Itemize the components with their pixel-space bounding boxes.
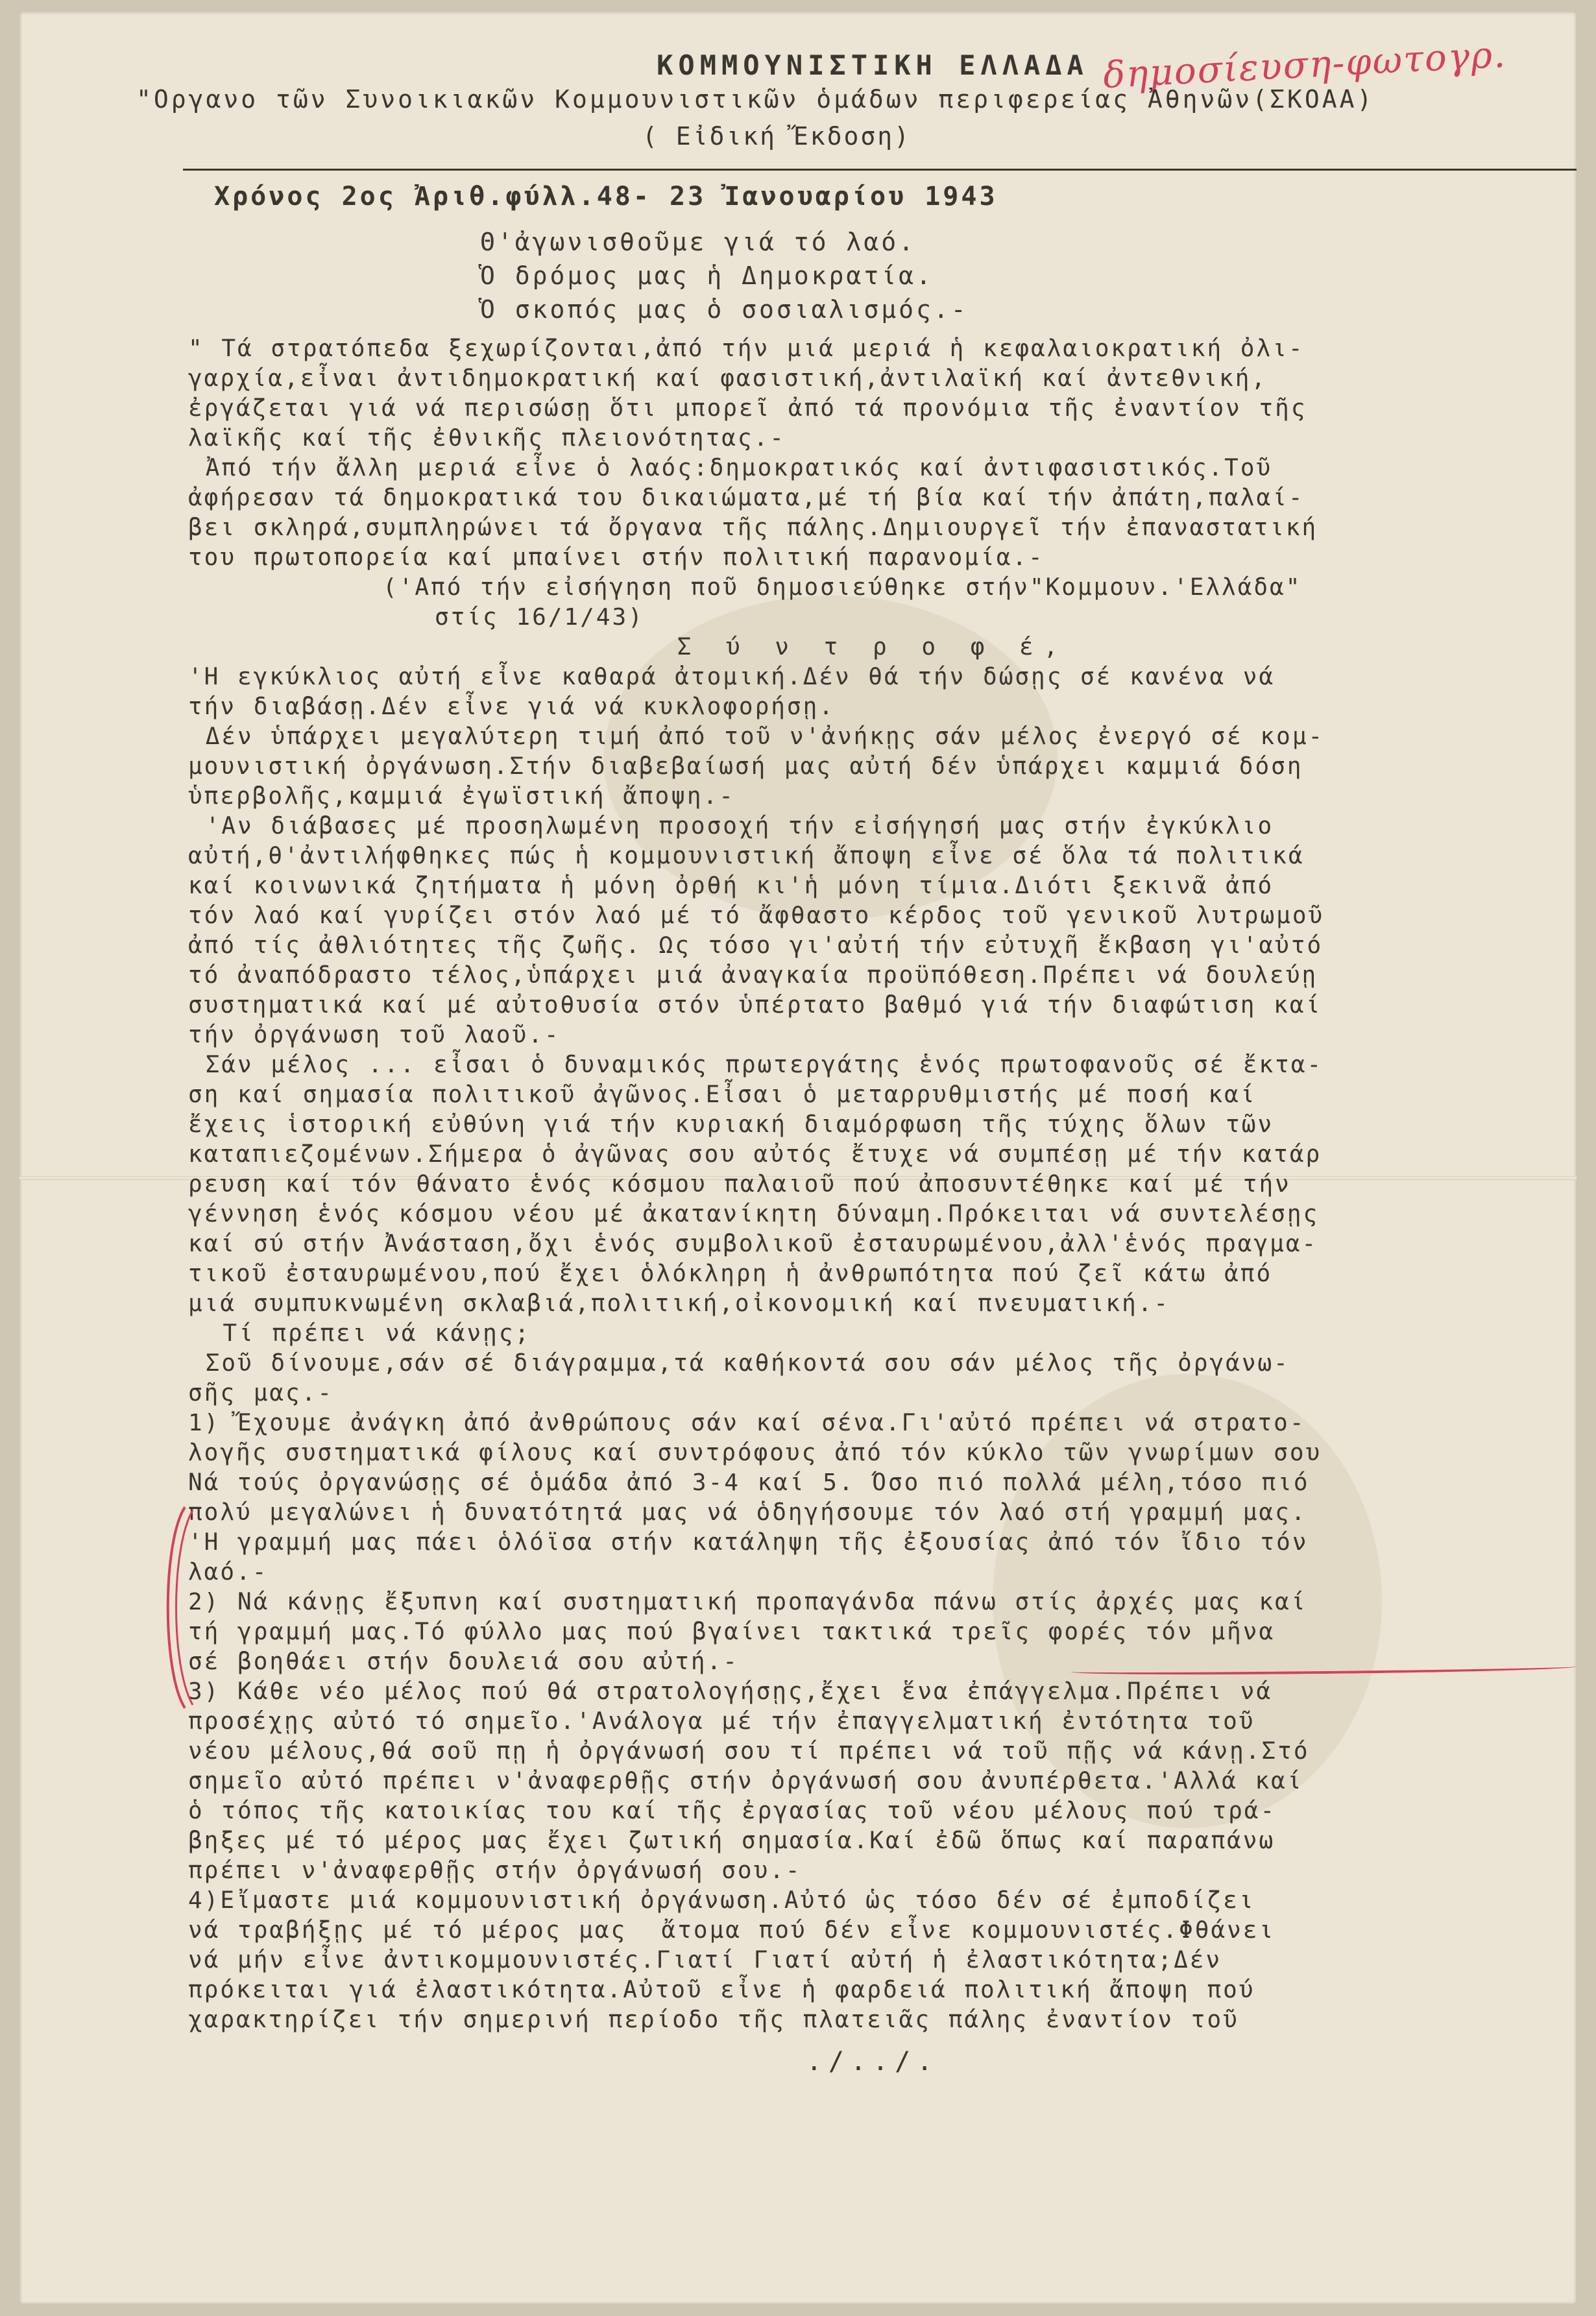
- salutation: Σ ύ ν τ ρ ο φ έ,: [677, 634, 1069, 660]
- document-text: [136, 31, 1557, 2077]
- body-paragraph: Σοῦ δίνουμε,σάν σέ διάγραμμα,τά καθήκοντά σου σάν μέλος τῆς ὀργάνω- σῆς μας.-: [188, 1350, 1290, 1406]
- handwritten-annotation: δημοσίευση-φωτογρ.: [1102, 33, 1508, 97]
- list-item: 3) Κάθε νέο μέλος πού θά στρατολογήσῃς,ἔχει ἕνα ἐπάγγελμα.Πρέπει νά προσέχῃς αὐτό τό σημεῖο.'Ανάλογα μέ τήν ἐπαγγελματική ἐντότητα τοῦ νέου μέλους,θά σοῦ πῃ ἡ ὀργάνωσή σου τί πρέπει νά τοῦ πῇς νά κάνῃ.Στό σημεῖο αὐτό πρέπει ν'ἀναφερθῇς στήν ὀργάνωσή σου ἀνυπέρθετα.'Αλλά καί ὁ τόπος τῆς κατοικίας του καί τῆς ἐργασίας τοῦ νέου μέλους πού τρά- βηξες μέ τό μέρος μας ἔχει ζωτική σημασία.Καί ἐδῶ ὅπως καί παραπάνω πρέπει ν'ἀναφερθῇς στήν ὀργάνωσή σου.-: [188, 1678, 1310, 1884]
- header-rule: [183, 169, 1577, 171]
- slogan: Ὁ δρόμος μας ἡ Δημοκρατία.: [480, 261, 934, 290]
- slogan: Ὁ σκοπός μας ὁ σοσιαλισμός.-: [480, 295, 969, 324]
- special-edition: ( Εἰδική Ἔκδοση): [642, 122, 912, 151]
- intro-paragraph: " Τά στρατόπεδα ξεχωρίζονται,ἀπό τήν μιά μεριά ἡ κεφαλαιοκρατική ὀλι- γαρχία,εἶναι ἀντιδημοκρατική καί φασιστική,ἀντιλαϊκή καί ἀντεθνική, ἐργάζεται γιά νά περισώσῃ ὅτι μπορεῖ ἀπό τά προνόμια τῆς ἐναντίον τῆς λαϊκῆς καί τῆς ἐθνικῆς πλειονότητας.-: [188, 335, 1307, 452]
- page-footer: ./../.: [806, 2047, 939, 2077]
- slogans: [480, 225, 1557, 326]
- list-item: 1) Ἔχουμε ἀνάγκη ἀπό ἀνθρώπους σάν καί σένα.Γι'αὐτό πρέπει νά στρατο- λογῆς συστηματικά φίλους καί συντρόφους ἀπό τόν κύκλο τῶν γνωρίμων σου Νά τούς ὀργανώσῃς σέ ὁμάδα ἀπό 3-4 καί 5. Όσο πιό πολλά μέλη,τόσο πιό πολύ μεγαλώνει ἡ δυνατότητά μας νά ὁδηγήσουμε τόν λαό στή γραμμή μας. 'Η γραμμή μας πάει ὁλόϊσα στήν κατάληψη τῆς ἐξουσίας ἀπό τόν ἴδιο τόν λαό.-: [188, 1410, 1322, 1586]
- list-item: 4)Εἴμαστε μιά κομμουνιστική ὀργάνωση.Αὐτό ὡς τόσο δέν σέ ἐμποδίζει νά τραβήξῃς μέ τό μέρος μας ἄτομα πού δέν εἶνε κομμουνιστές.Φθάνει νά μήν εἶνε ἀντικομμουνιστές.Γιατί Γιατί αὐτή ἡ ἐλαστικότητα;Δέν πρόκειται γιά ἐλαστικότητα.Αὐτοῦ εἶνε ἡ φαρδειά πολιτική ἄποψη πού χαρακτηρίζει τήν σημερινή περίοδο τῆς πλατειᾶς πάλης ἐναντίον τοῦ: [188, 1887, 1276, 2033]
- masthead: ΚΟΜΜΟΥΝΙΣΤΙΚΗ ΕΛΛΑΔΑ: [657, 49, 1089, 81]
- issue-line: Χρόνος 2ος Ἀριθ.φύλλ.48- 23 Ἰανουαρίου 1943: [214, 182, 998, 211]
- body-paragraph: Σάν μέλος ... εἶσαι ὁ δυναμικός πρωτεργάτης ἑνός πρωτοφανοῦς σέ ἔκτα- ση καί σημασία πολιτικοῦ ἀγῶνος.Εἶσαι ὁ μεταρρυθμιστής μέ ποσή καί ἔχεις ἱστορική εὐθύνη γιά τήν κυριακή διαμόρφωση τῆς τύχης ὅλων τῶν καταπιεζομένων.Σήμερα ὁ ἀγῶνας σου αὐτός ἔτυχε νά συμπέσῃ μέ τήν κατάρ ρευση καί τόν θάνατο ἑνός κόσμου παλαιοῦ πού ἀποσυντέθηκε καί μέ τήν γέννηση ἑνός κόσμου νέου μέ ἀκατανίκητη δύναμη.Πρόκειται νά συντελέσῃς καί σύ στήν Ἀνάσταση,ὄχι ἑνός συμβολικοῦ ἐσταυρωμένου,ἀλλ'ἑνός πραγμα- τικοῦ ἐσταυρωμένου,πού ἔχει ὁλόκληρη ἡ ἀνθρωπότητα πού ζεῖ κάτω ἀπό μιά συμπυκνωμένη σκλαβιά,πολιτική,οἰκονομική καί πνευματική.-: [188, 1052, 1324, 1317]
- body-paragraph: Τί πρέπει νά κάνῃς;: [188, 1320, 531, 1347]
- list-item: 2) Νά κάνῃς ἔξυπνη καί συστηματική προπαγάνδα πάνω στίς ἀρχές μας καί τή γραμμή μας.Τό φύλλο μας πού βγαίνει τακτικά τρεῖς φορές τόν μῆνα σέ βοηθάει στήν δουλειά σου αὐτή.-: [188, 1589, 1307, 1675]
- body-paragraph: Δέν ὑπάρχει μεγαλύτερη τιμή ἀπό τοῦ ν'ἀνήκῃς σάν μέλος ἐνεργό σέ κομ- μουνιστική ὀργάνωση.Στήν διαβεβαίωσή μας αὐτή δέν ὑπάρχει καμμιά δόση ὑπερβολῆς,καμμιά ἐγωϊστική ἄποψη.-: [188, 723, 1325, 810]
- document-page: [19, 12, 1577, 2304]
- slogan: Θ'ἀγωνισθοῦμε γιά τό λαό.: [480, 228, 916, 256]
- margin-bracket-mark: [159, 1504, 198, 1711]
- body-paragraph: 'Αν διάβασες μέ προσηλωμένη προσοχή τήν εἰσήγησή μας στήν ἐγκύκλιο αὐτή,θ'ἀντιλήφθηκες πώς ἡ κομμουνιστική ἄποψη εἶνε σέ ὅλα τά πολιτικά καί κοινωνικά ζητήματα ἡ μόνη ὀρθή κι'ἡ μόνη τίμια.Διότι ξεκινᾶ ἀπό τόν λαό καί γυρίζει στόν λαό μέ τό ἄφθαστο κέρδος τοῦ γενικοῦ λυτρωμοῦ ἀπό τίς ἀθλιότητες τῆς ζωῆς. Ως τόσο γι'αὐτή τήν εὐτυχῆ ἔκβαση γι'αὐτό τό ἀναπόδραστο τέλος,ὑπάρχει μιά ἀναγκαία προϋπόθεση.Πρέπει νά δουλεύῃ συστηματικά καί μέ αὐτοθυσία στόν ὑπέρτατο βαθμό γιά τήν διαφώτιση καί τήν ὀργάνωση τοῦ λαοῦ.-: [188, 813, 1325, 1048]
- intro-paragraph: Ἀπό τήν ἄλλη μεριά εἶνε ὁ λαός:δημοκρατικός καί ἀντιφασιστικός.Τοῦ ἀφήρεσαν τά δημοκρατικά του δικαιώματα,μέ τή βία καί τήν ἀπάτη,παλαί- βει σκληρά,συμπληρώνει τά ὄργανα τῆς πάλης.Δημιουργεῖ τήν ἐπαναστατική του πρωτοπορεία καί μπαίνει στήν πολιτική παρανομία.-: [188, 455, 1318, 571]
- body-paragraph: 'Η εγκύκλιος αὐτή εἶνε καθαρά ἀτομική.Δέν θά τήν δώσῃς σέ κανένα νά τήν διαβάσῃ.Δέν εἶνε γιά νά κυκλοφορήσῃ.: [188, 664, 1276, 720]
- organ-line: "Οργανο τῶν Συνοικιακῶν Κομμουνιστικῶν ὁμάδων περιφερείας Ἀθηνῶν(ΣΚΟΑΑ): [136, 85, 1375, 114]
- quote-source: ('Από τήν εἰσήγηση ποῦ δημοσιεύθηκε στήν"Κομμουν.'Ελλάδα" στίς 16/1/43): [383, 574, 1302, 631]
